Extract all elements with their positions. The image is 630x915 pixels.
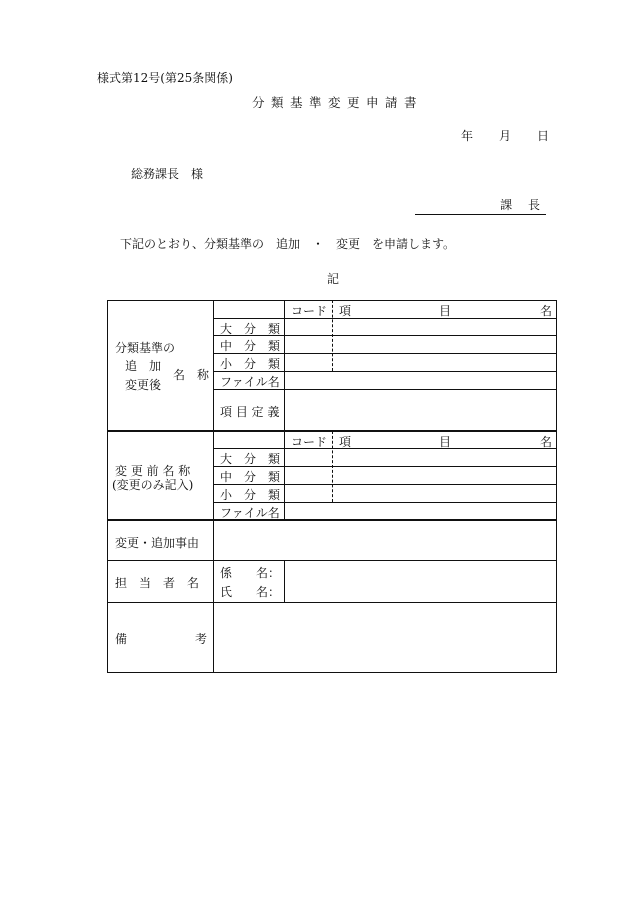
sec1-label-line1: 分類基準の — [115, 341, 176, 355]
section-separator — [107, 519, 557, 521]
person-sub-divider — [284, 560, 285, 602]
sec1-row-shobunrui: 小 分 類 — [220, 357, 281, 371]
form-table — [107, 300, 557, 673]
sec1-row-daibunrui: 大 分 類 — [220, 322, 281, 336]
sender-field — [415, 196, 546, 215]
sec1-row-chubunrui: 中 分 類 — [220, 339, 281, 353]
label-column-divider — [213, 300, 214, 673]
sec2-row-line — [213, 448, 557, 449]
sec1-row-definition: 項 目 定 義 — [220, 405, 280, 419]
remarks-label-1: 備 — [115, 632, 128, 646]
sec1-sub-divider — [284, 300, 285, 431]
request-text: 下記のとおり、分類基準の 追加 ・ 変更 を申請します。 — [120, 237, 456, 251]
recipient: 総務課長 様 — [131, 167, 204, 181]
document-title: 分類基準変更申請書 — [251, 95, 423, 110]
shimei-label: 氏 名： — [220, 585, 281, 599]
sec2-row-chubunrui: 中 分 類 — [220, 470, 281, 484]
kakari-label: 係 名： — [220, 566, 281, 580]
reason-bottom-line — [107, 560, 557, 561]
remarks-label-2: 考 — [195, 632, 208, 646]
sec1-row-filename: ファイル名 — [220, 375, 280, 389]
date-day: 日 — [537, 129, 550, 143]
col-item-header: 項 — [339, 435, 352, 449]
sec2-row-filename: ファイル名 — [220, 506, 280, 520]
col-code-header: コード — [291, 435, 328, 449]
date-month: 月 — [499, 129, 512, 143]
person-bottom-line — [107, 602, 557, 603]
table-border-right — [556, 300, 557, 673]
sec2-row-shobunrui: 小 分 類 — [220, 488, 281, 502]
col-code-header: コード — [291, 304, 328, 318]
sec2-code-dash — [332, 431, 333, 502]
person-label: 担 当 者 名 — [115, 576, 200, 590]
form-number: 様式第12号(第25条関係) — [97, 71, 233, 85]
date-line — [461, 127, 549, 144]
col-name-header: 名 — [540, 304, 553, 318]
sec1-label-line3: 名 称 — [173, 368, 210, 382]
sec2-sub-divider — [284, 431, 285, 520]
date-year: 年 — [461, 129, 474, 143]
sender-suffix: 課 長 — [500, 198, 546, 212]
sec2-label-line2: (変更のみ記入) — [112, 478, 194, 492]
sec2-row-daibunrui: 大 分 類 — [220, 452, 281, 466]
col-name-header: 名 — [540, 435, 553, 449]
reason-label: 変更・追加事由 — [115, 536, 200, 550]
sec1-row-line — [213, 318, 557, 319]
sec1-label-line2: 追 加 — [125, 359, 162, 373]
col-moku-header: 目 — [439, 435, 452, 449]
sec1-label-line4: 変更後 — [125, 378, 162, 392]
table-border-bottom — [107, 672, 557, 673]
col-item-header: 項 — [339, 304, 352, 318]
table-border-left — [107, 300, 108, 673]
sec1-code-dash — [332, 300, 333, 371]
ki-label: 記 — [327, 272, 340, 286]
sec2-label-line1: 変 更 前 名 称 — [115, 464, 191, 478]
col-moku-header: 目 — [439, 304, 452, 318]
